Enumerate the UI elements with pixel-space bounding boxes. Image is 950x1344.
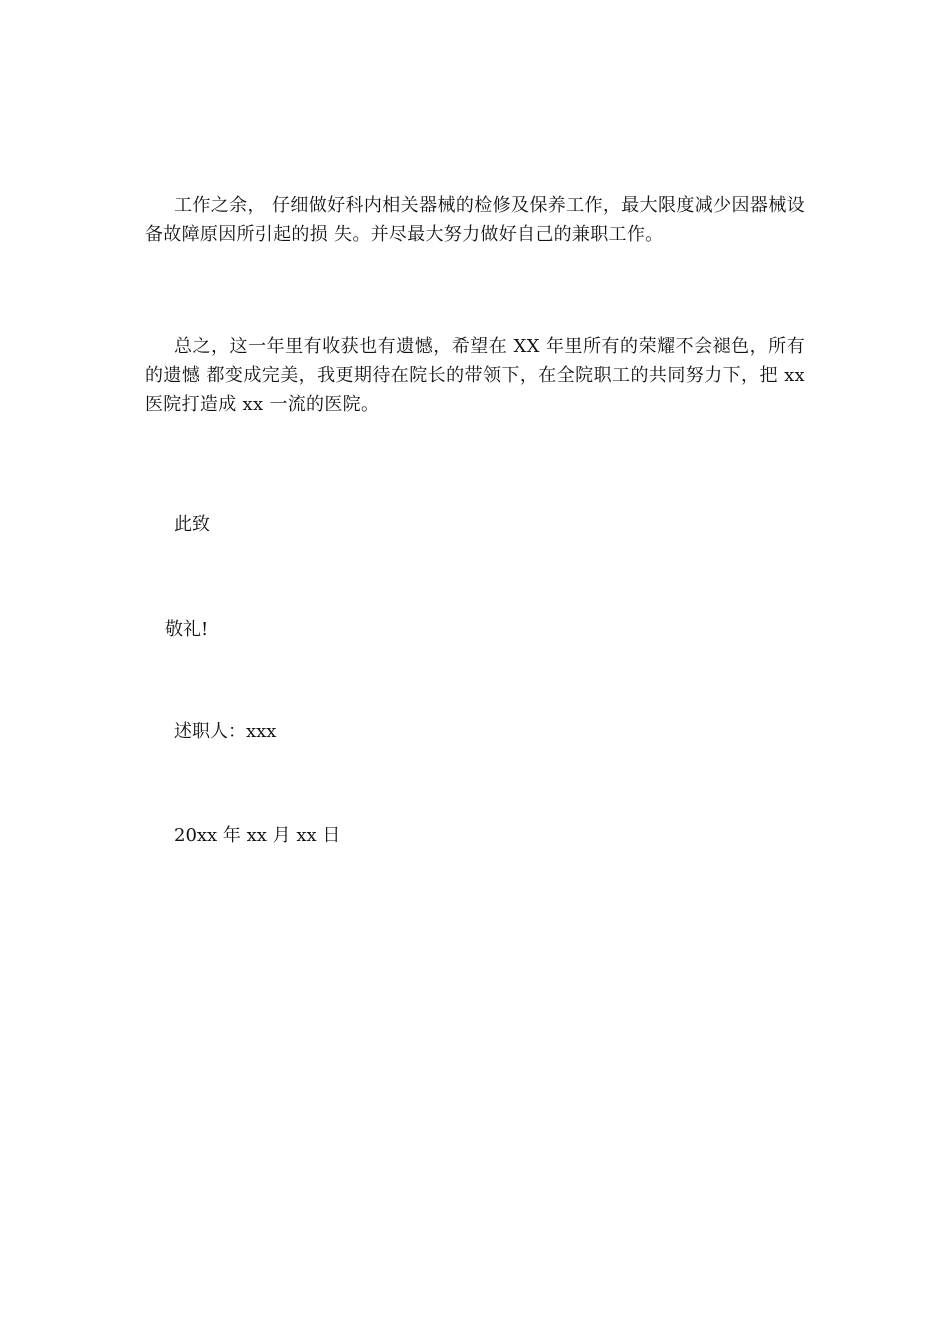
date-line: 20xx 年 xx 月 xx 日 (174, 825, 341, 846)
author-line: 述职人：xxx (174, 721, 277, 742)
paragraph-maintenance: 工作之余， 仔细做好科内相关器械的检修及保养工作，最大限度减少因器械设备故障原因所引起的损 失。并尽最大努力做好自己的兼职工作。 (145, 195, 805, 245)
closing-line: 此致 (174, 514, 210, 535)
paragraph-summary: 总之，这一年里有收获也有遗憾，希望在 XX 年里所有的荣耀不会褪色，所有的遗憾 都变成完美，我更期待在院长的带领下，在全院职工的共同努力下，把 xx 医院打造成 xx 一流的医院。 (145, 336, 805, 415)
salute-line: 敬礼! (165, 619, 209, 640)
